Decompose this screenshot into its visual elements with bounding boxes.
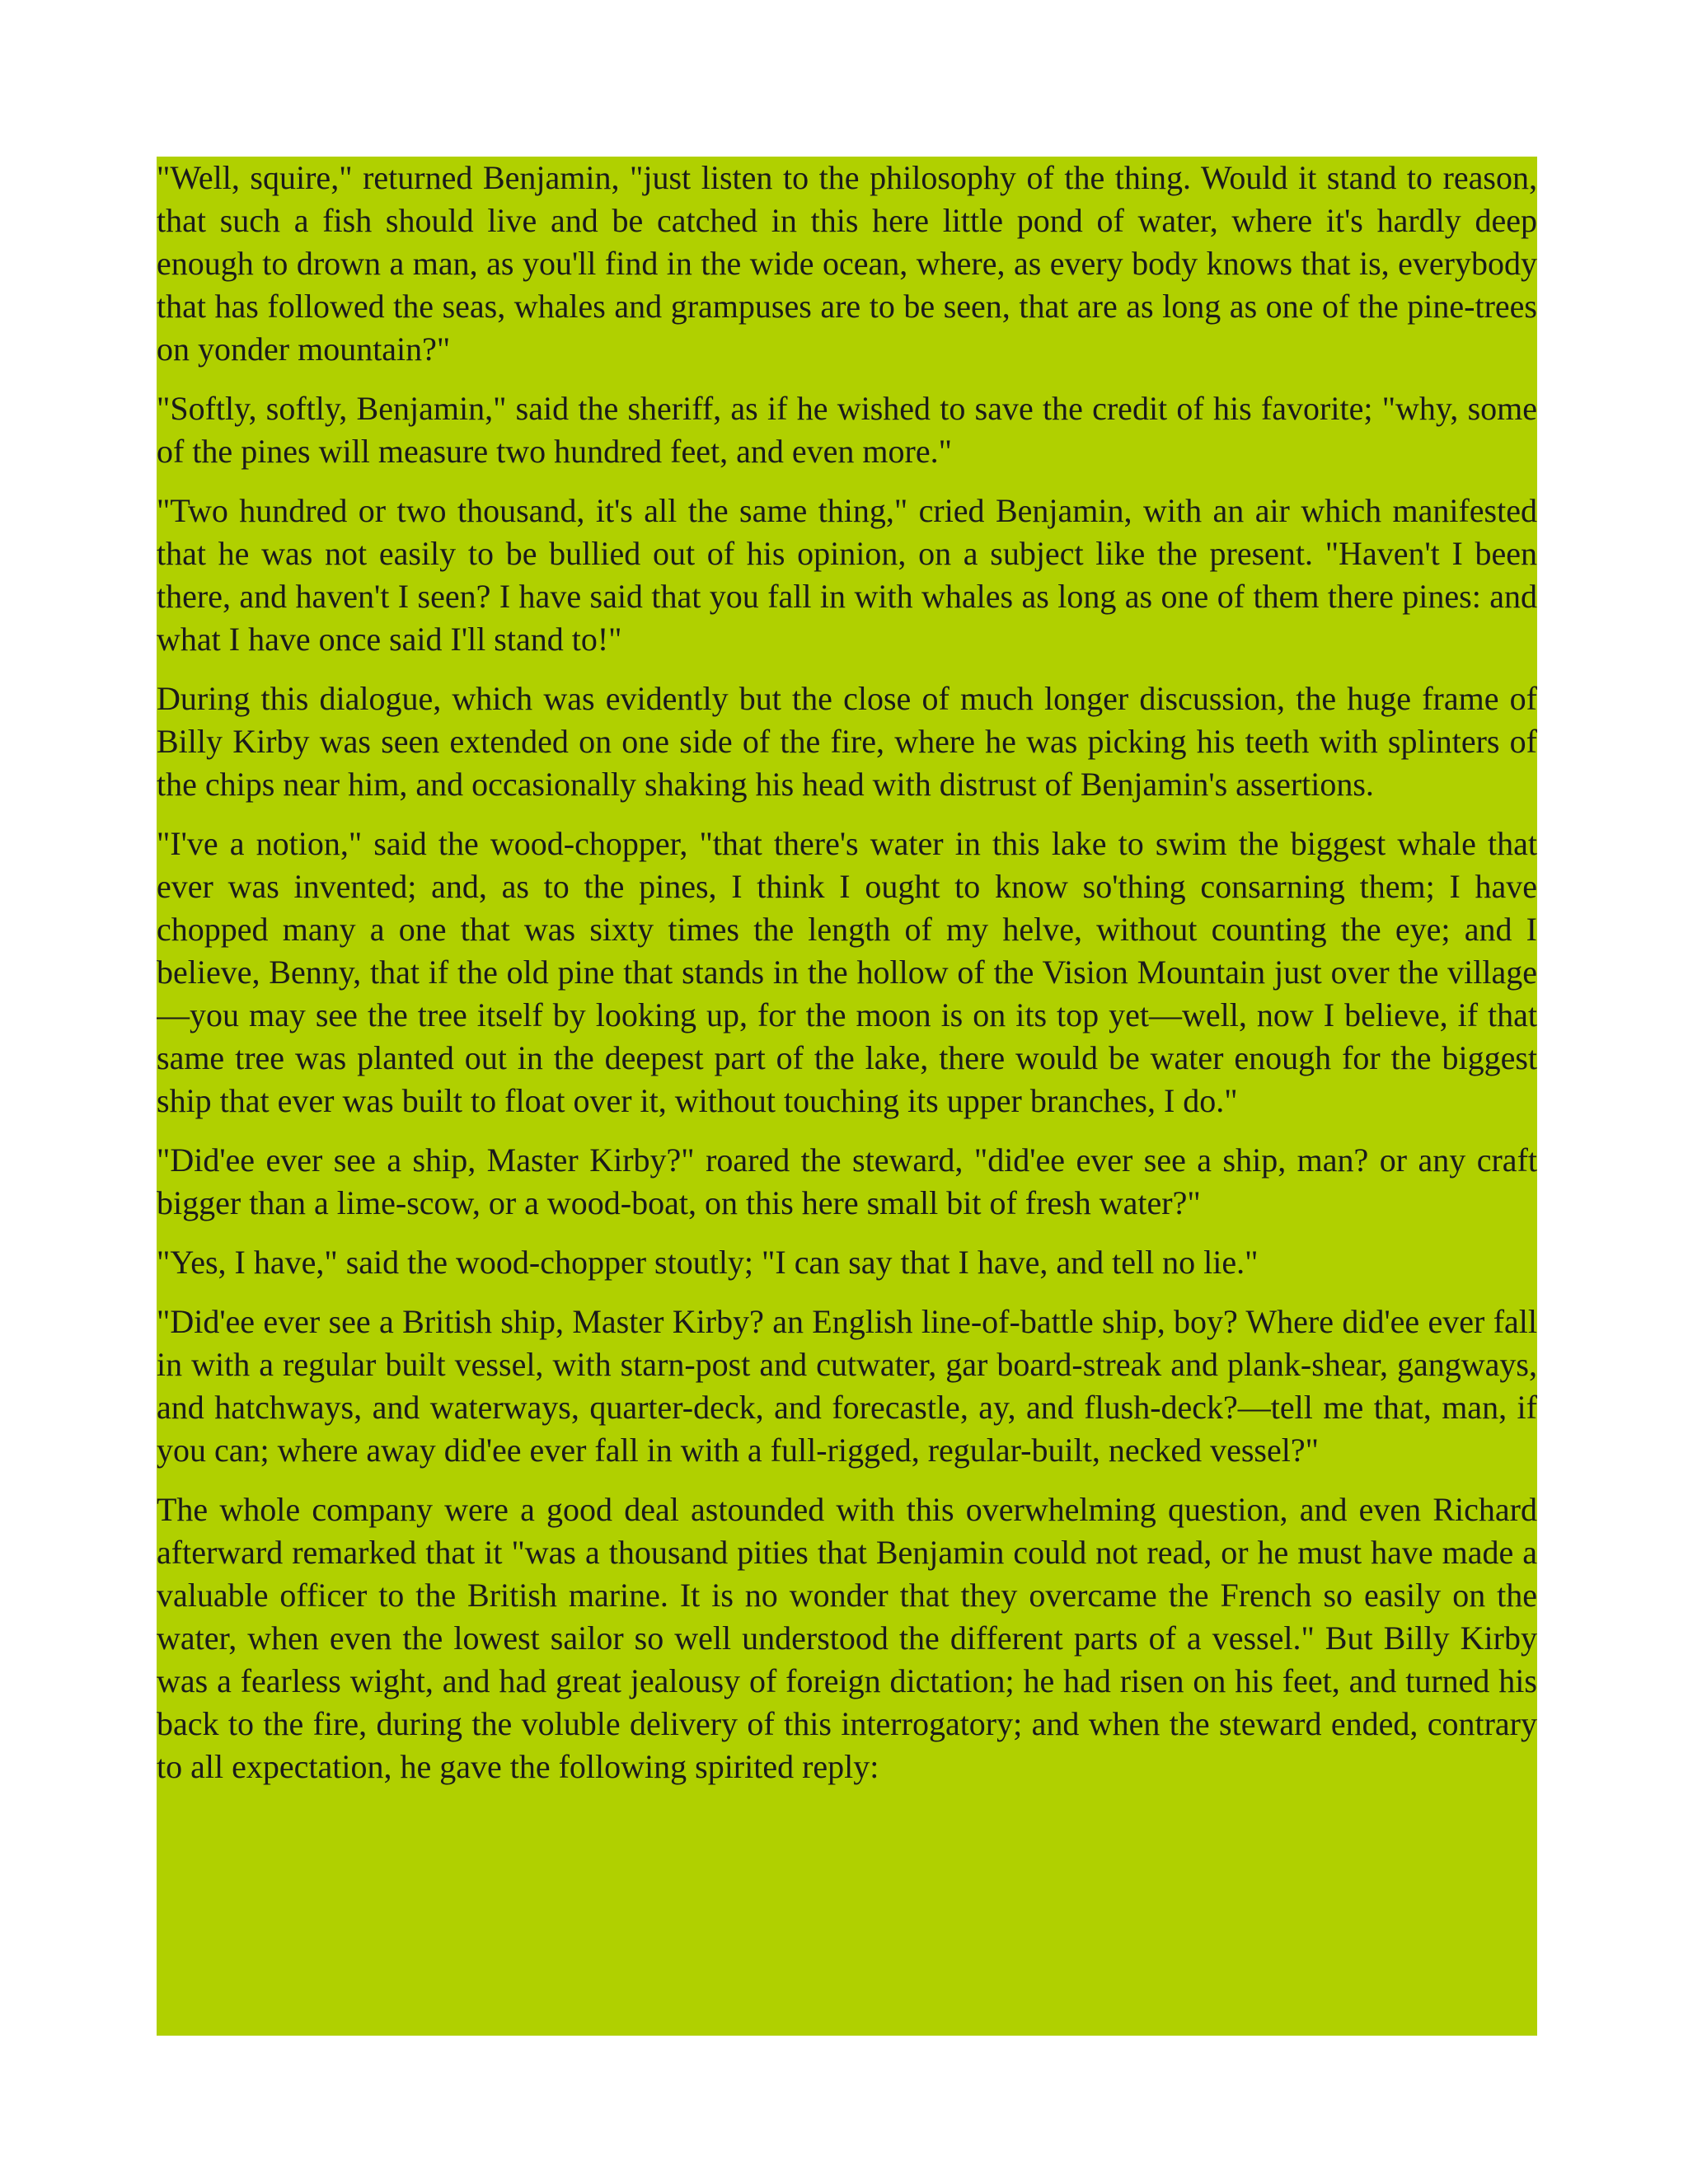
paragraph: "Yes, I have," said the wood-chopper stoutly; "I can say that I have, and tell no lie." [157, 1244, 1259, 1281]
highlighted-text-block [157, 157, 1537, 2036]
paragraph: "Did'ee ever see a British ship, Master Kirby? an English line-of-battle ship, boy? Where did'ee ever fall in with a regular built vessel, with starn-post and cutwater, gar board-streak and plank-shear, gangways, and hatchways, and waterways, quarter-deck, and forecastle, ay, and flush-deck?—tell me that, man, if you can; where away did'ee ever fall in with a full-rigged, regular-built, necked vessel?" [157, 1303, 1537, 1469]
paragraph: The whole company were a good deal astounded with this overwhelming question, and even Richard afterward remarked that it "was a thousand pities that Benjamin could not read, or he must have made a valuable officer to the British marine. It is no wonder that they overcame the French so easily on the water, when even the lowest sailor so well understood the different parts of a vessel." But Billy Kirby was a fearless wight, and had great jealousy of foreign dictation; he had risen on his feet, and turned his back to the fire, during the voluble delivery of this interrogatory; and when the steward ended, contrary to all expectation, he gave the following spirited reply: [157, 1491, 1537, 1785]
paragraph: "Well, squire," returned Benjamin, "just listen to the philosophy of the thing. Would it stand to reason, that such a fish should live and be catched in this here little pond of water, where it's hardly deep enough to drown a man, as you'll find in the wide ocean, where, as every body knows that is, everybody that has followed the seas, whales and grampuses are to be seen, that are as long as one of the pine-trees on yonder mountain?" [157, 159, 1537, 368]
paragraph: During this dialogue, which was evidently but the close of much longer discussion, the huge frame of Billy Kirby was seen extended on one side of the fire, where he was picking his teeth with splinters of the chips near him, and occasionally shaking his head with distrust of Benjamin's assertions. [157, 680, 1537, 803]
paragraph: "Did'ee ever see a ship, Master Kirby?" roared the steward, "did'ee ever see a ship, man? or any craft bigger than a lime-scow, or a wood-boat, on this here small bit of fresh water?" [157, 1141, 1537, 1221]
paragraph: "Two hundred or two thousand, it's all the same thing," cried Benjamin, with an air which manifested that he was not easily to be bullied out of his opinion, on a subject like the present. "Haven't I been there, and haven't I seen? I have said that you fall in with whales as long as one of them there pines: and what I have once said I'll stand to!" [157, 492, 1537, 658]
paragraph: "Softly, softly, Benjamin," said the sheriff, as if he wished to save the credit of his favorite; "why, some of the pines will measure two hundred feet, and even more." [157, 390, 1537, 470]
paragraph: "I've a notion," said the wood-chopper, "that there's water in this lake to swim the biggest whale that ever was invented; and, as to the pines, I think I ought to know so'thing consarning them; I have chopped many a one that was sixty times the length of my helve, without counting the eye; and I believe, Benny, that if the old pine that stands in the hollow of the Vision Mountain just over the village—you may see the tree itself by looking up, for the moon is on its top yet—well, now I believe, if that same tree was planted out in the deepest part of the lake, there would be water enough for the biggest ship that ever was built to float over it, without touching its upper branches, I do." [157, 825, 1537, 1119]
